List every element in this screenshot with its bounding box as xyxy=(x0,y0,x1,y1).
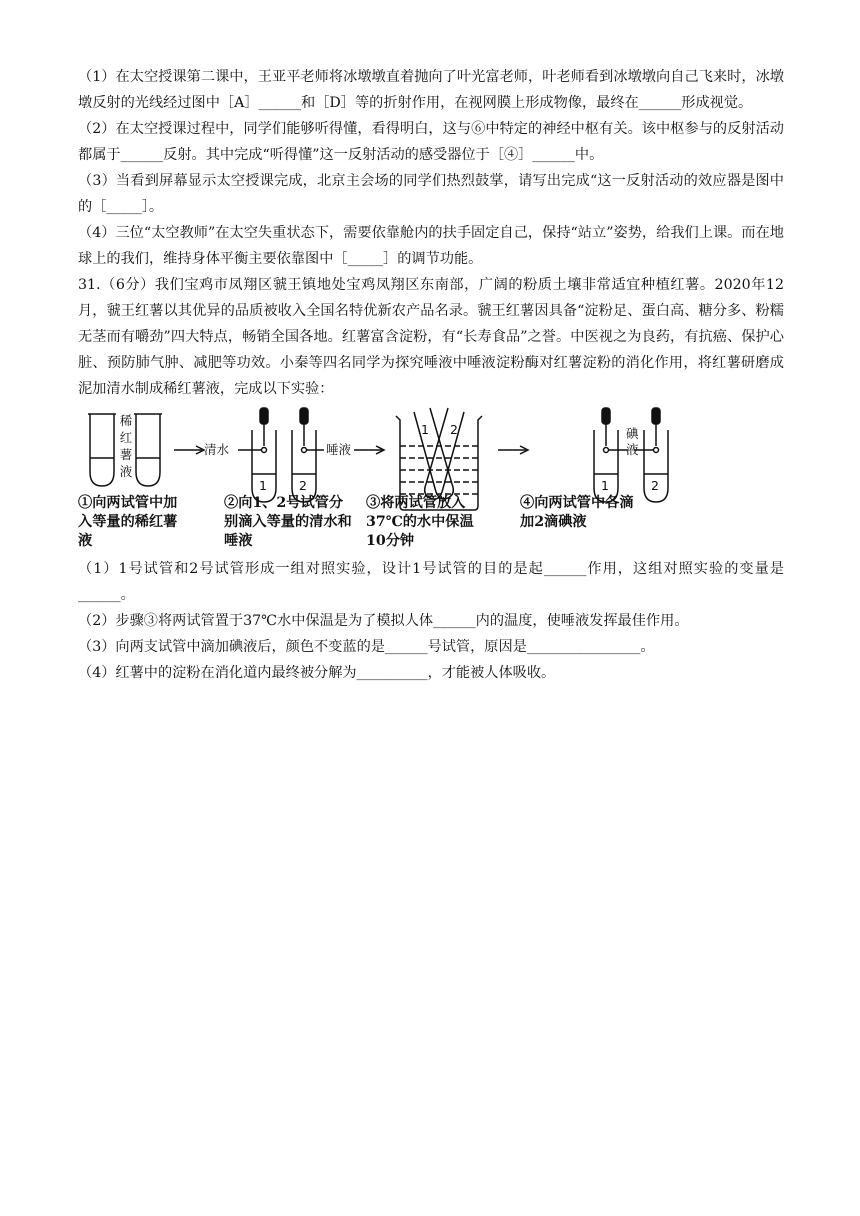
q31-sub1: （1）1号试管和2号试管形成一组对照实验，设计1号试管的目的是起______作用，这组对照实验的变量是______。 xyxy=(78,561,784,603)
saliva-label: 唾液 xyxy=(326,442,352,457)
q30-part1: （1）在太空授课第二课中，王亚平老师将冰墩墩直着抛向了叶光富老师，叶老师看到冰墩墩向自己飞来时，冰墩墩反射的光线经过图中［A］______和［D］等的折射作用，在视网膜上形成物像，最终在______形成视觉。 xyxy=(78,69,784,111)
q31-intro: 31.（6分）我们宝鸡市凤翔区虢王镇地处宝鸡凤翔区东南部，广阔的粉质土壤非常适宜种植红薯。2020年12月，虢王红薯以其优异的品质被收入全国名特优新农产品名录。虢王红薯因具备“淀粉足、蛋白高、糖分多、粉糯无茎而有嚼劲”四大特点，畅销全国各地。红薯富含淀粉，有“长寿食品”之誉。中医视之为良药，有抗癌、保护心脏、预防肺气肿、减肥等功效。小秦等四名同学为探究唾液中唾液淀粉酶对红薯淀粉的消化作用，将红薯研磨成泥加清水制成稀红薯液，完成以下实验： xyxy=(78,277,784,397)
step1-tube-left xyxy=(90,414,114,486)
caption-step4: ④向两试管中各滴加2滴碘液 xyxy=(520,495,634,530)
iodine-label: 碘液 xyxy=(626,426,639,457)
step4-tube1-number: 1 xyxy=(601,478,609,493)
step3-tube2-number: 2 xyxy=(450,422,458,437)
q30-part3: （3）当看到屏幕显示太空授课完成，北京主会场的同学们热烈鼓掌，请写出完成“这一反射活动的效应器是图中的［_____］。 xyxy=(78,173,784,215)
exam-page xyxy=(78,64,784,686)
step1-tube-right xyxy=(136,414,160,486)
water-label: 清水 xyxy=(204,442,230,457)
step1-solution-label: 稀红薯液 xyxy=(119,413,133,479)
caption-step2: ②向1、2号试管分别滴入等量的清水和唾液 xyxy=(224,495,352,549)
caption-step3: ③将两试管放入37℃的水中保温10分钟 xyxy=(366,495,474,549)
q31-sub2: （2）步骤③将两试管置于37℃水中保温是为了模拟人体______内的温度，使唾液发挥最佳作用。 xyxy=(78,613,689,629)
experiment-figure xyxy=(78,406,784,554)
step4-tube2-number: 2 xyxy=(651,478,659,493)
caption-step1: ①向两试管中加入等量的稀红薯液 xyxy=(78,495,178,549)
step3-tube-1 xyxy=(414,408,453,499)
step3-tube1-number: 1 xyxy=(421,422,429,437)
step2-tube2-number: 2 xyxy=(299,478,307,493)
q31-sub4: （4）红薯中的淀粉在消化道内最终被分解为__________，才能被人体吸收。 xyxy=(78,665,556,681)
step3-tube-2 xyxy=(425,408,464,499)
q31-sub3: （3）向两支试管中滴加碘液后，颜色不变蓝的是______号试管，原因是________________。 xyxy=(78,639,655,655)
step2-tube1-number: 1 xyxy=(259,478,267,493)
q30-part4: （4）三位“太空教师”在太空失重状态下，需要依靠舱内的扶手固定自己，保持“站立”姿势，给我们上课。而在地球上的我们，维持身体平衡主要依靠图中［_____］的调节功能。 xyxy=(78,225,784,267)
q30-part2: （2）在太空授课过程中，同学们能够听得懂，看得明白，这与⑥中特定的神经中枢有关。该中枢参与的反射活动都属于______反射。其中完成“听得懂”这一反射活动的感受器位于［④］______中。 xyxy=(78,121,784,163)
